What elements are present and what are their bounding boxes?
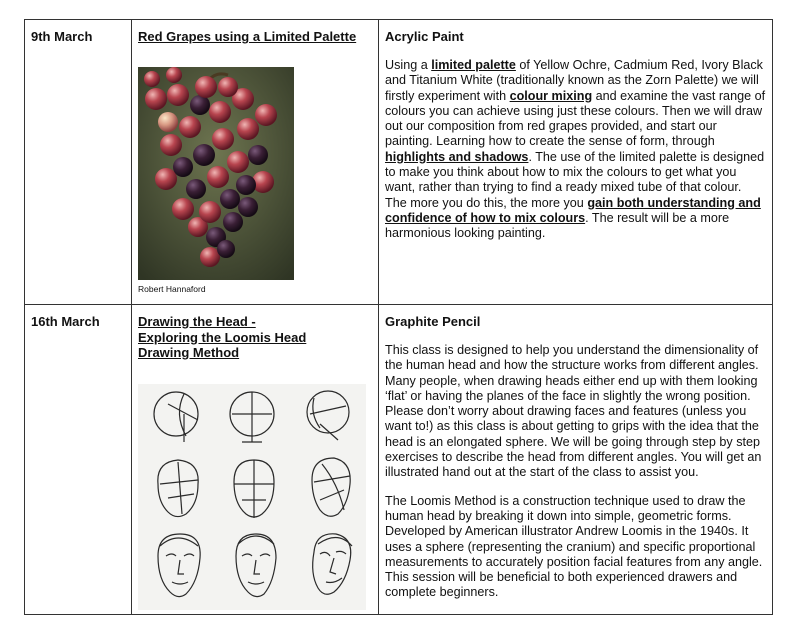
date-cell (25, 305, 132, 615)
class-medium: Graphite Pencil (385, 314, 481, 329)
table-row (25, 305, 773, 615)
description-cell (379, 305, 773, 615)
table-row (25, 20, 773, 305)
class-title (138, 314, 378, 361)
text-run: and examine the vast range of colours you can achieve using just these colours. Then we will draw out our composition from red grapes provided, and start our painting. Learning how to create the sense of form, through (385, 88, 766, 149)
text-run: . The use of the limited palette is designed to make you think about how to mix the colours to get what you want, rather than trying to find a ready mixed tube of that colour. The more you do this, the more you (385, 149, 765, 210)
title-line: Drawing Method (138, 345, 240, 360)
title-cell (132, 20, 379, 305)
image-caption: Robert Hannaford (138, 283, 206, 294)
schedule-table (24, 19, 773, 615)
title-cell (132, 305, 379, 615)
loomis-head-sketches (138, 384, 366, 610)
text-run: . The result will be a more harmonious looking painting. (385, 210, 730, 241)
text-run: Using a (385, 58, 432, 72)
description-paragraph (385, 58, 766, 242)
key-phrase: gain both understanding and confidence of how to mix colours (385, 195, 761, 225)
key-phrase: highlights and shadows (385, 149, 529, 164)
class-title: Red Grapes using a Limited Palette (138, 29, 357, 44)
description-paragraph: This class is designed to help you understand the dimensionality of the human head and how the structure works from different angles. Many people, when drawing heads either end up with them looking ‘flat’ or having the planes of the face in slightly the wrong position. Please don’t worry about drawing faces and features (unless you want to!) as this class is about getting to grips with the idea that the head is an elongated sphere. We will be going through step by step exercises to describe the head from different angles. You will get an illustrated hand out at the start of the class to assist you. (385, 343, 762, 480)
text-run: of Yellow Ochre, Cadmium Red, Ivory Black and Titanium White (traditionally known as the Zorn Palette) we will firstly experiment with (385, 58, 763, 103)
class-date: 9th March (31, 29, 93, 44)
key-phrase: limited palette (431, 58, 516, 72)
class-medium: Acrylic Paint (385, 29, 464, 44)
description-cell (379, 20, 773, 305)
date-cell (25, 20, 132, 305)
class-date: 16th March (31, 314, 100, 329)
title-line: Drawing the Head - (138, 314, 256, 329)
title-line: Exploring the Loomis Head (138, 329, 307, 345)
red-grapes-painting (138, 67, 294, 280)
key-phrase: colour mixing (509, 88, 593, 103)
description-paragraph: The Loomis Method is a construction technique used to draw the human head by breaking it down into simple, geometric forms. Developed by American illustrator Andrew Loomis in the 1940s. It uses a sphere (representing the cranium) and specific proportional measurements to accurately position facial features from any angle. This session will be beneficial to both experienced drawers and complete beginners. (385, 493, 763, 600)
